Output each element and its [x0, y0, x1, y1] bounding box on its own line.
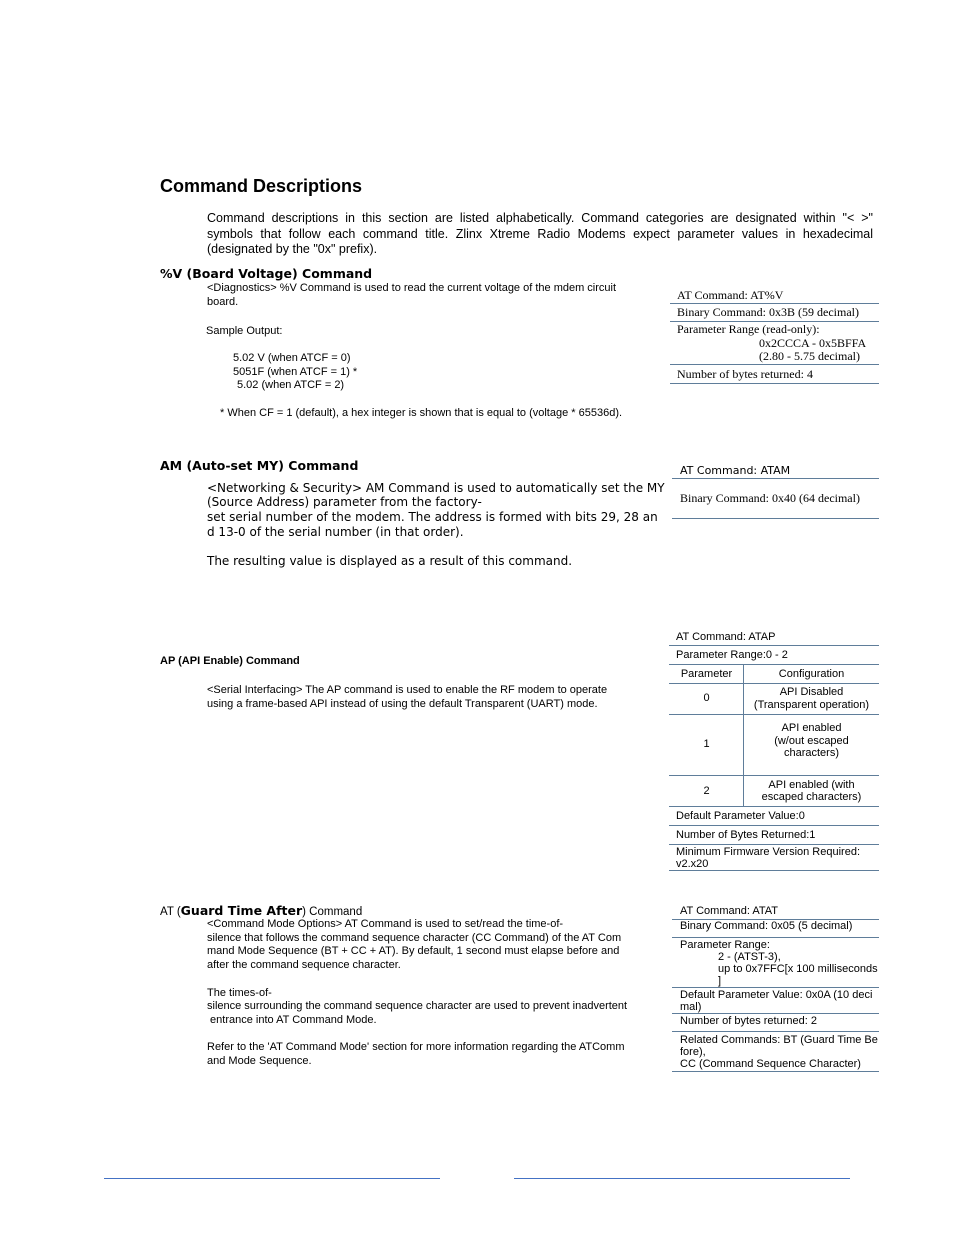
at-related-3: CC (Command Sequence Character)	[680, 1058, 861, 1070]
footer-rule-left	[104, 1178, 440, 1179]
at-line-6: silence surrounding the command sequence character are used to prevent inadvertent	[207, 1000, 628, 1012]
am-line-4: d 13-0 of the serial number (in that order).	[207, 525, 464, 539]
ap-bytes-returned: Number of Bytes Returned:1	[676, 829, 816, 841]
ap-firmware-2: v2.x20	[676, 858, 709, 870]
pv-sample-2: 5051F (when ATCF = 1) *	[233, 366, 358, 378]
ap-at-command: AT Command: ATAP	[676, 631, 776, 643]
at-title-post: ) Command	[302, 906, 363, 918]
at-range-label: Parameter Range:	[680, 939, 770, 951]
am-line-1: <Networking & Security> AM Command is used to automatically set the MY	[207, 481, 665, 495]
ap-firmware-1: Minimum Firmware Version Required:	[676, 846, 860, 858]
ap-param-range: Parameter Range:0 - 2	[676, 649, 788, 661]
at-title-pre: AT (	[160, 906, 181, 918]
at-line-7: entrance into AT Command Mode.	[207, 1014, 377, 1026]
at-binary-command: Binary Command: 0x05 (5 decimal)	[680, 920, 853, 932]
at-range-3: ]	[718, 975, 722, 987]
am-binary-command: Binary Command: 0x40 (64 decimal)	[680, 491, 860, 505]
footer-rule-right	[514, 1178, 850, 1179]
pv-sample-3: 5.02 (when ATCF = 2)	[237, 379, 345, 391]
pv-note: * When CF = 1 (default), a hex integer is shown that is equal to (voltage * 65536d).	[220, 407, 623, 419]
at-related-1: Related Commands: BT (Guard Time Be	[680, 1034, 878, 1046]
at-range-2: up to 0x7FFC[x 100 milliseconds	[718, 963, 878, 975]
ap-row1-config-3: characters)	[783, 747, 840, 759]
at-line-8: Refer to the 'AT Command Mode' section for more information regarding the ATComm	[207, 1041, 625, 1053]
ap-col-parameter: Parameter	[680, 668, 733, 680]
ap-row2-config-2: escaped characters)	[761, 791, 862, 803]
page-title: Command Descriptions	[160, 176, 363, 196]
ap-row1-config-1: API enabled	[781, 722, 842, 734]
pv-desc-line2: board.	[207, 296, 239, 308]
am-line-2: (Source Address) parameter from the factory-	[207, 495, 482, 509]
ap-row2-param: 2	[703, 785, 710, 797]
ap-row1-param: 1	[703, 738, 710, 750]
at-at-command: AT Command: ATAT	[680, 905, 779, 917]
at-line-1: <Command Mode Options> AT Command is used to set/read the time-of-	[207, 918, 564, 930]
ap-title: AP (API Enable) Command	[160, 655, 300, 667]
ap-row1-config-2: (w/out escaped	[774, 735, 849, 747]
am-result: The resulting value is displayed as a result of this command.	[207, 554, 573, 568]
am-line-3: set serial number of the modem. The address is formed with bits 29, 28 an	[207, 510, 658, 524]
am-at-command: AT Command: ATAM	[680, 464, 791, 477]
at-default-1: Default Parameter Value: 0x0A (10 deci	[680, 989, 873, 1001]
pv-bytes-returned: Number of bytes returned: 4	[677, 367, 813, 381]
am-title: AM (Auto-set MY) Command	[160, 458, 359, 473]
ap-default-value: Default Parameter Value:0	[676, 810, 805, 822]
pv-title: %V (Board Voltage) Command	[160, 266, 373, 281]
pv-range-label: Parameter Range (read-only):	[677, 322, 820, 336]
pv-sample-label: Sample Output:	[206, 325, 283, 337]
at-bytes-returned: Number of bytes returned: 2	[680, 1015, 817, 1027]
intro-paragraph: Command descriptions in this section are listed alphabetically. Command categories are designated within "< >" symbols that follow each command title. Zlinx Xtreme Radio Modems expect parameter values in hexadecimal (designated by the "0x" prefix).	[207, 211, 873, 256]
at-related-2: fore),	[680, 1046, 706, 1058]
at-line-5: The times-of-	[207, 987, 272, 999]
at-line-3: mand Mode Sequence (BT + CC + AT). By default, 1 second must elapse before and	[207, 945, 620, 957]
at-title-bold: Guard Time After	[180, 903, 303, 918]
pv-sample-1: 5.02 V (when ATCF = 0)	[233, 352, 351, 364]
ap-row2-config-1: API enabled (with	[768, 779, 855, 791]
pv-desc-line1: <Diagnostics> %V Command is used to read the current voltage of the mdem circuit	[207, 282, 617, 294]
pv-range-dec: (2.80 - 5.75 decimal)	[759, 349, 860, 363]
ap-desc-line1: <Serial Interfacing> The AP command is used to enable the RF modem to operate	[207, 684, 608, 696]
at-range-1: 2 - (ATST-3),	[718, 951, 781, 963]
pv-binary-command: Binary Command: 0x3B (59 decimal)	[677, 305, 859, 319]
at-title	[160, 903, 362, 918]
at-default-2: mal)	[680, 1001, 702, 1013]
at-line-9: and Mode Sequence.	[207, 1055, 312, 1067]
ap-col-configuration: Configuration	[778, 668, 845, 680]
pv-range-hex: 0x2CCCA - 0x5BFFA	[759, 336, 867, 350]
at-line-4: after the command sequence character.	[207, 959, 401, 971]
ap-row0-config-2: (Transparent operation)	[753, 699, 870, 711]
pv-at-command: AT Command: AT%V	[677, 288, 784, 302]
ap-row0-config-1: API Disabled	[779, 686, 844, 698]
ap-row0-param: 0	[703, 692, 710, 704]
ap-desc-line2: using a frame-based API instead of using the default Transparent (UART) mode.	[207, 698, 598, 710]
at-line-2: silence that follows the command sequence character (CC Command) of the AT Com	[207, 932, 622, 944]
